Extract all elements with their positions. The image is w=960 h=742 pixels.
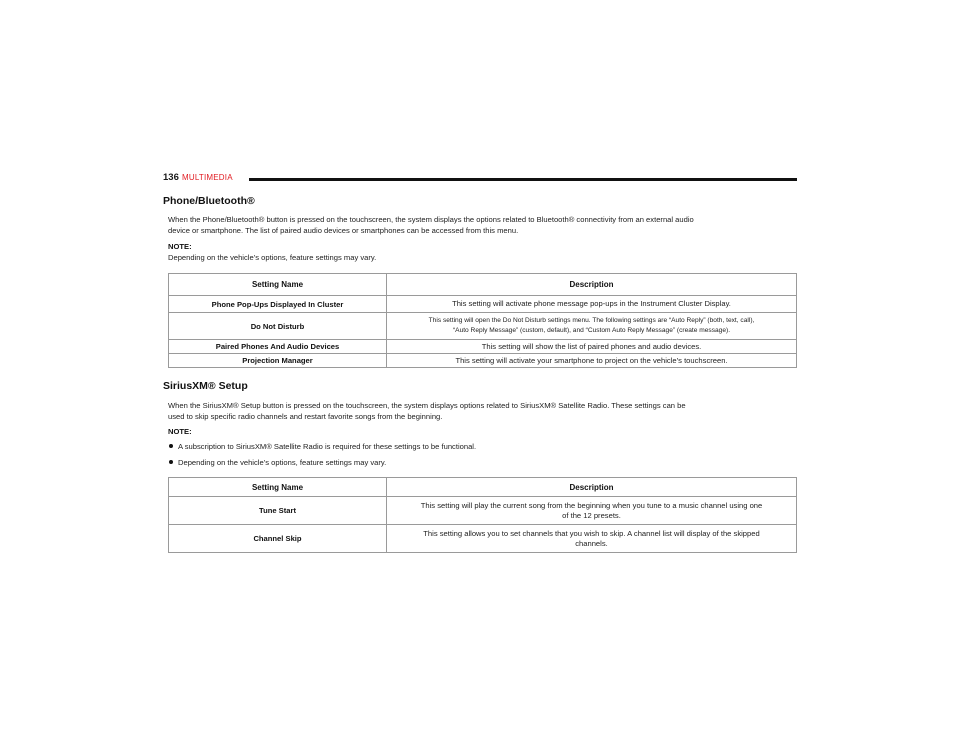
description-line: channels.: [575, 538, 608, 548]
description-line: This setting will play the current song from the beginning when you tune to a music channel using one: [420, 500, 763, 510]
phone-bluetooth-heading: Phone/Bluetooth®: [163, 195, 255, 207]
setting-name: Channel Skip: [169, 525, 387, 553]
column-header-description: Description: [387, 478, 797, 497]
list-item: [169, 457, 386, 468]
list-item: [169, 441, 476, 452]
section-name: MULTIMEDIA: [182, 173, 233, 182]
phone-note-label: NOTE:: [168, 242, 192, 251]
siriusxm-setup-heading: SiriusXM® Setup: [163, 380, 248, 392]
setting-description: [387, 313, 797, 340]
description-line: This setting allows you to set channels that you wish to skip. A channel list will display of the skipped: [423, 528, 760, 538]
description-line: “Auto Reply Message” (custom, default), and “Custom Auto Reply Message” (create message).: [452, 327, 731, 334]
setting-name: Tune Start: [169, 497, 387, 525]
sirius-intro-line2: used to skip specific radio channels and restart favorite songs from the beginning.: [168, 412, 443, 421]
column-header-setting-name: Setting Name: [169, 274, 387, 296]
description-line: This setting will open the Do Not Disturb settings menu. The following settings are “Auto Reply” (both, text, call),: [428, 317, 755, 324]
column-header-description: Description: [387, 274, 797, 296]
phone-intro-line2: device or smartphone. The list of paired audio devices or smartphones can be accessed from this menu.: [168, 226, 519, 235]
setting-name: Paired Phones And Audio Devices: [169, 340, 387, 354]
sirius-note-label: NOTE:: [168, 427, 192, 436]
setting-name: Do Not Disturb: [169, 313, 387, 340]
table-row: [169, 296, 797, 313]
description-line: of the 12 presets.: [562, 510, 621, 520]
phone-intro-line1: When the Phone/Bluetooth® button is pressed on the touchscreen, the system displays the options related to Bluetooth® connectivity from an external audio: [168, 215, 694, 224]
table-row: [169, 525, 797, 553]
column-header-setting-name: Setting Name: [169, 478, 387, 497]
bullet-text: Depending on the vehicle’s options, feature settings may vary.: [178, 458, 387, 467]
setting-name: Phone Pop-Ups Displayed In Cluster: [169, 296, 387, 313]
setting-description: [387, 525, 797, 553]
page-number: 136: [163, 172, 179, 183]
phone-note-text: Depending on the vehicle’s options, feature settings may vary.: [168, 253, 377, 262]
table-row: [169, 497, 797, 525]
setting-name: Projection Manager: [169, 354, 387, 368]
table-row: [169, 340, 797, 354]
bullet-icon: [169, 460, 173, 464]
setting-description: This setting will show the list of paired phones and audio devices.: [387, 340, 797, 354]
table-header-row: [169, 274, 797, 296]
page-header: [163, 172, 797, 184]
sirius-intro-line1: When the SiriusXM® Setup button is pressed on the touchscreen, the system displays options related to SiriusXM® Satellite Radio. These settings can be: [168, 401, 686, 410]
bullet-icon: [169, 444, 173, 448]
siriusxm-settings-table: [168, 477, 797, 553]
bullet-text: A subscription to SiriusXM® Satellite Radio is required for these settings to be functional.: [178, 442, 477, 451]
phone-settings-table: [168, 273, 797, 368]
table-row: [169, 354, 797, 368]
header-rule: [249, 178, 797, 181]
table-header-row: [169, 478, 797, 497]
setting-description: This setting will activate phone message pop-ups in the Instrument Cluster Display.: [387, 296, 797, 313]
setting-description: This setting will activate your smartphone to project on the vehicle’s touchscreen.: [387, 354, 797, 368]
setting-description: [387, 497, 797, 525]
table-row: [169, 313, 797, 340]
